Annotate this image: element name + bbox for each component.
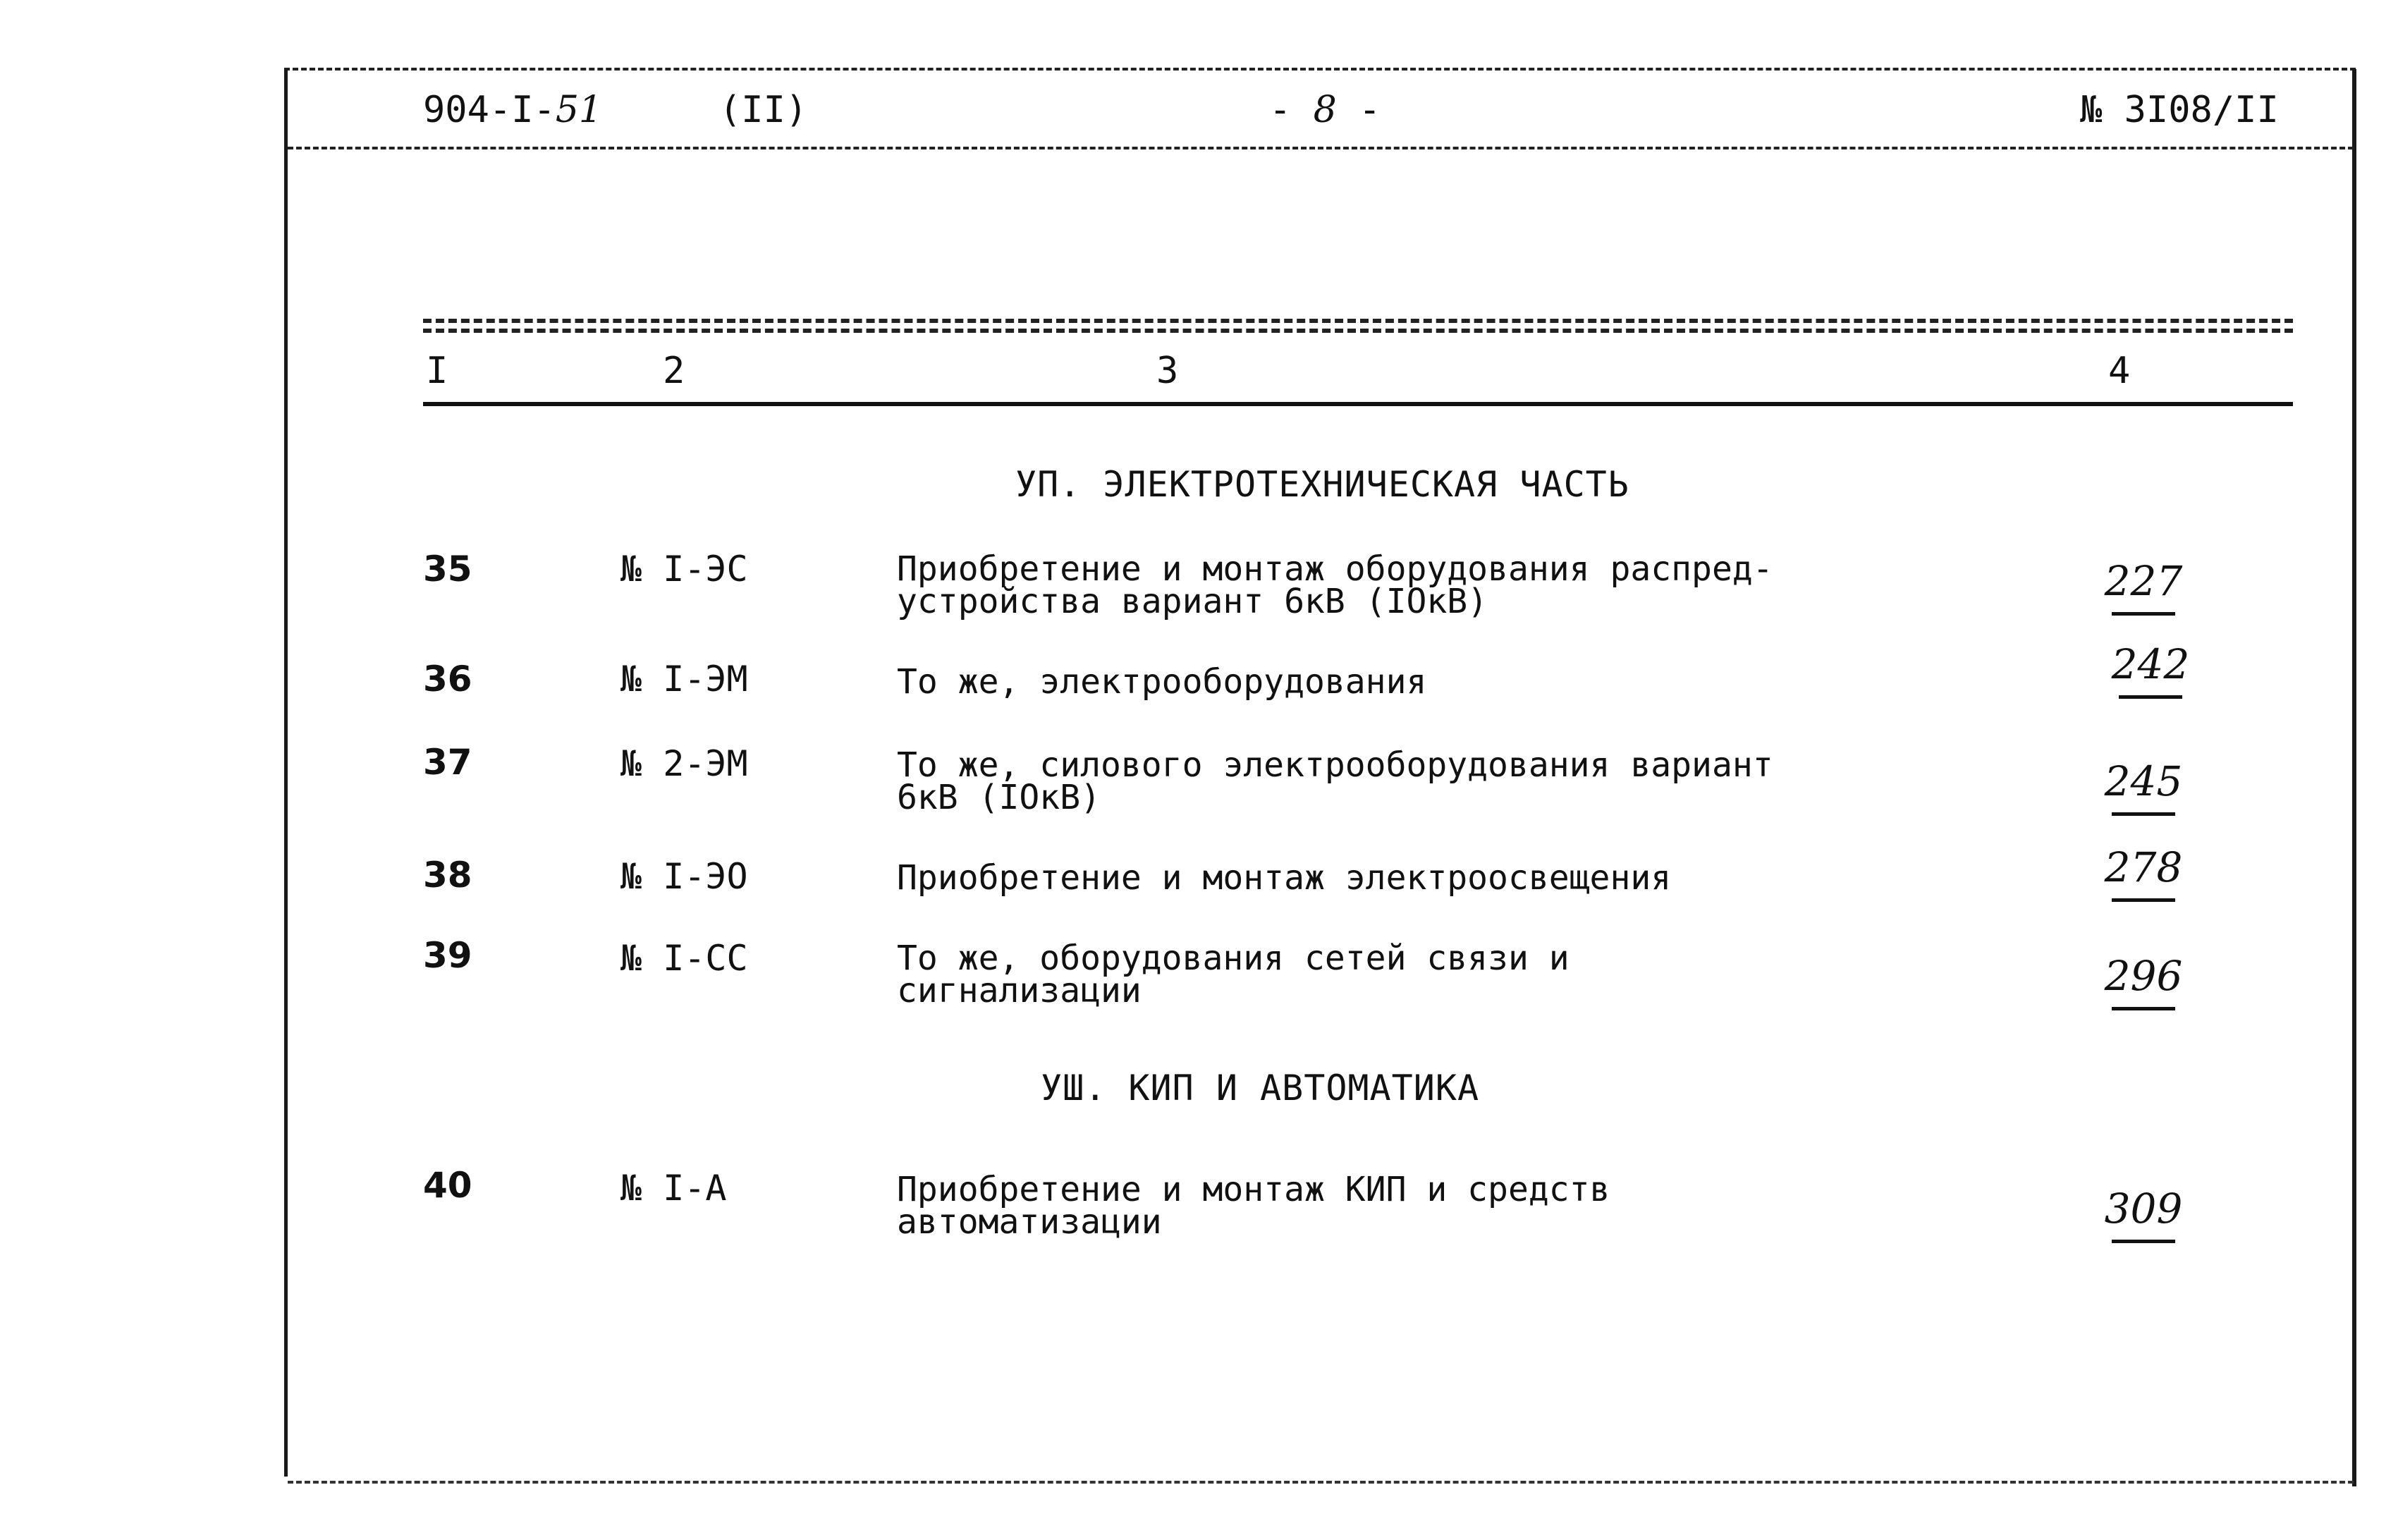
row-description	[897, 745, 1773, 817]
frame-top-border	[284, 68, 2356, 71]
row-code: № I-А	[620, 1168, 727, 1209]
row-description-line: То же, электрооборудования	[897, 662, 1427, 702]
row-description	[897, 1170, 1610, 1242]
frame-left-border	[284, 69, 288, 1477]
row-description	[897, 939, 1570, 1010]
row-description-line: автоматизации	[897, 1202, 1162, 1242]
row-page-value: 278	[2104, 843, 2183, 891]
row-page	[2087, 1185, 2200, 1243]
row-description-line: То же, силового электрооборудования вариант	[897, 745, 1773, 785]
row-description-line: То же, оборудования сетей связи и	[897, 939, 1570, 978]
row-page	[2087, 757, 2200, 816]
row-description-line: сигнализации	[897, 971, 1142, 1010]
section-title: УШ. КИП И АВТОМАТИКА	[1041, 1068, 1480, 1108]
row-description-line: Приобретение и монтаж оборудования распред-	[897, 549, 1773, 589]
row-page-value: 227	[2104, 557, 2183, 605]
document-code-printed: 904-I-	[423, 89, 556, 131]
column-header-3: 3	[1156, 350, 1179, 392]
table-top-double-rule-2	[423, 329, 2293, 333]
frame-bottom-border	[288, 1481, 2354, 1484]
row-page-underline	[2112, 1007, 2175, 1010]
column-header-2: 2	[663, 350, 685, 392]
row-page-underline	[2112, 1240, 2175, 1243]
table-top-double-rule	[423, 319, 2293, 323]
row-page-value: 309	[2104, 1185, 2183, 1233]
row-page-underline	[2112, 812, 2175, 816]
row-code: № I-ЭМ	[620, 659, 748, 699]
row-description-line: устройства вариант 6кВ (IОкВ)	[897, 582, 1488, 621]
row-description-line: 6кВ (IОкВ)	[897, 778, 1101, 817]
row-code: № I-ЭС	[620, 549, 748, 589]
row-page-underline	[2112, 898, 2175, 902]
row-page	[2087, 952, 2200, 1010]
row-code: № 2-ЭМ	[620, 743, 748, 784]
row-description	[897, 858, 1672, 898]
row-number: 36	[423, 659, 472, 699]
page-number-handwritten: 8	[1313, 89, 1337, 131]
table-header-rule	[423, 402, 2293, 406]
column-header-1: I	[426, 350, 448, 392]
document-code	[423, 89, 602, 131]
row-number: 37	[423, 742, 472, 783]
row-code: № I-ЭО	[620, 856, 748, 897]
column-header-4: 4	[2108, 350, 2131, 392]
page-number-suffix: -	[1336, 89, 1381, 131]
album-number: № 3I08/II	[2080, 89, 2279, 131]
row-page-value: 242	[2111, 640, 2190, 688]
row-page-underline	[2112, 612, 2175, 616]
row-page-underline	[2119, 695, 2182, 699]
row-code: № I-СС	[620, 938, 748, 979]
row-page-value: 245	[2104, 757, 2183, 805]
document-code-handwritten: 51	[555, 89, 603, 131]
row-description-line: Приобретение и монтаж электроосвещения	[897, 858, 1672, 898]
header-divider	[288, 147, 2354, 149]
part-label: (II)	[719, 89, 808, 131]
row-page	[2094, 640, 2207, 699]
section-title: УП. ЭЛЕКТРОТЕХНИЧЕСКАЯ ЧАСТЬ	[1015, 464, 1629, 505]
row-description	[897, 662, 1427, 702]
row-number: 39	[423, 935, 472, 976]
row-description-line: Приобретение и монтаж КИП и средств	[897, 1170, 1610, 1209]
row-number: 35	[423, 549, 472, 589]
row-number: 38	[423, 855, 472, 896]
row-page	[2087, 843, 2200, 902]
page-number-prefix: -	[1269, 89, 1314, 131]
frame-right-border	[2352, 69, 2356, 1486]
page-number	[1269, 89, 1381, 131]
row-description	[897, 549, 1773, 621]
row-page-value: 296	[2104, 952, 2183, 1000]
row-page	[2087, 557, 2200, 616]
row-number: 40	[423, 1165, 472, 1206]
